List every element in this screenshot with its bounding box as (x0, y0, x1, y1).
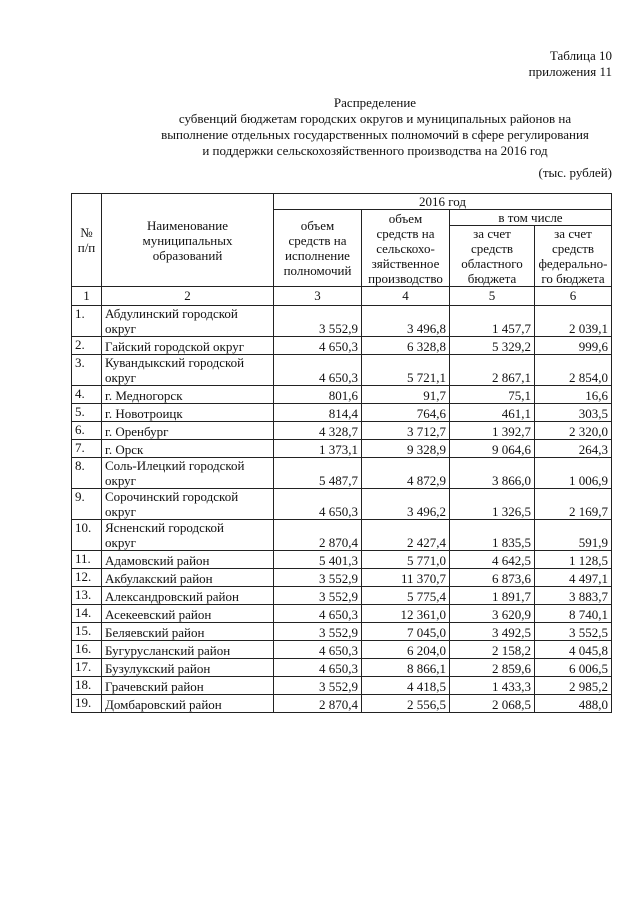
municipality-name-line: Гайский городской округ (105, 339, 245, 354)
table-row (72, 386, 612, 404)
municipality-name (102, 458, 274, 489)
column-number: 1 (72, 287, 102, 306)
header-line: средств на (288, 233, 347, 248)
exec-volume-value: 4 650,3 (274, 659, 362, 677)
regional-budget-value: 1 326,5 (450, 489, 535, 520)
header-line: п/п (77, 240, 96, 255)
regional-budget-value: 5 329,2 (450, 337, 535, 355)
municipality-name-line: г. Орск (105, 442, 144, 457)
header-line: средств на (376, 225, 435, 241)
exec-volume-value: 5 401,3 (274, 551, 362, 569)
column-header-federal (535, 226, 612, 287)
federal-budget-value: 264,3 (535, 440, 612, 458)
table-row (72, 306, 612, 337)
table-row (72, 440, 612, 458)
document-title: Распределение (333, 95, 417, 110)
header-line: исполнение (285, 248, 350, 263)
column-number: 3 (274, 287, 362, 306)
row-number: 15. (72, 623, 102, 641)
row-number: 17. (72, 659, 102, 677)
column-number: 2 (102, 287, 274, 306)
municipality-name (102, 641, 274, 659)
federal-budget-value: 1 128,5 (535, 551, 612, 569)
exec-volume-value: 4 328,7 (274, 422, 362, 440)
header-line: производство (368, 270, 443, 286)
exec-volume-value: 2 870,4 (274, 695, 362, 713)
exec-volume-value: 3 552,9 (274, 587, 362, 605)
municipality-name (102, 337, 274, 355)
municipality-name-line: Сорочинский городской (105, 489, 239, 504)
municipality-name-line: округ (105, 504, 136, 519)
agri-volume-value: 6 204,0 (362, 641, 450, 659)
municipality-name-line: Александровский район (105, 589, 239, 604)
row-number: 11. (72, 551, 102, 569)
table-number-label: Таблица 10 (549, 48, 612, 63)
row-number: 19. (72, 695, 102, 713)
exec-volume-value: 801,6 (274, 386, 362, 404)
exec-volume-value: 4 650,3 (274, 355, 362, 386)
exec-volume-value: 2 870,4 (274, 520, 362, 551)
municipality-name-line: Кувандыкский городской (105, 355, 245, 370)
municipality-name (102, 422, 274, 440)
regional-budget-value: 3 620,9 (450, 605, 535, 623)
exec-volume-value: 3 552,9 (274, 677, 362, 695)
column-header-agri-volume (362, 210, 450, 287)
exec-volume-value: 3 552,9 (274, 306, 362, 337)
table-row (72, 623, 612, 641)
municipality-name-line: г. Новотроицк (105, 406, 183, 421)
table-row (72, 489, 612, 520)
agri-volume-value: 6 328,8 (362, 337, 450, 355)
municipality-name-line: г. Медногорск (105, 388, 183, 403)
agri-volume-value: 2 556,5 (362, 695, 450, 713)
header-line: № (80, 225, 93, 240)
column-number-row (72, 287, 612, 306)
federal-budget-value: 3 552,5 (535, 623, 612, 641)
regional-budget-value: 3 866,0 (450, 458, 535, 489)
regional-budget-value: 1 891,7 (450, 587, 535, 605)
header-line: Наименование (147, 217, 228, 233)
municipality-name-line: округ (105, 321, 136, 336)
exec-volume-value: 4 650,3 (274, 641, 362, 659)
header-line: го бюджета (541, 271, 605, 286)
exec-volume-value: 3 552,9 (274, 623, 362, 641)
table-row (72, 641, 612, 659)
municipality-name (102, 623, 274, 641)
federal-budget-value: 2 320,0 (535, 422, 612, 440)
federal-budget-value: 3 883,7 (535, 587, 612, 605)
federal-budget-value: 2 169,7 (535, 489, 612, 520)
agri-volume-value: 12 361,0 (362, 605, 450, 623)
municipality-name-line: Домбаровский район (105, 697, 222, 712)
table-row (72, 458, 612, 489)
regional-budget-value: 2 068,5 (450, 695, 535, 713)
row-number: 14. (72, 605, 102, 623)
regional-budget-value: 6 873,6 (450, 569, 535, 587)
header-line: бюджета (467, 271, 517, 286)
municipality-name (102, 404, 274, 422)
header-line: областного (461, 256, 523, 271)
row-number: 18. (72, 677, 102, 695)
municipality-name-line: Адамовский район (105, 553, 210, 568)
municipality-name-line: Соль-Илецкий городской (105, 458, 245, 473)
column-number: 4 (362, 287, 450, 306)
document-subtitle-line: субвенций бюджетам городских округов и муниципальных районов на (178, 111, 572, 126)
agri-volume-value: 11 370,7 (362, 569, 450, 587)
agri-volume-value: 3 496,8 (362, 306, 450, 337)
regional-budget-value: 2 158,2 (450, 641, 535, 659)
regional-budget-value: 75,1 (450, 386, 535, 404)
row-number: 10. (72, 520, 102, 551)
municipality-name (102, 551, 274, 569)
exec-volume-value: 1 373,1 (274, 440, 362, 458)
table-row (72, 520, 612, 551)
regional-budget-value: 3 492,5 (450, 623, 535, 641)
agri-volume-value: 8 866,1 (362, 659, 450, 677)
regional-budget-value: 2 859,6 (450, 659, 535, 677)
header-line: зяйственное (371, 255, 440, 271)
agri-volume-value: 4 872,9 (362, 458, 450, 489)
municipality-name (102, 440, 274, 458)
municipality-name (102, 605, 274, 623)
municipality-name-line: Акбулакский район (105, 571, 213, 586)
municipality-name-line: Беляевский район (105, 625, 205, 640)
municipality-name-line: округ (105, 370, 136, 385)
column-header-name (102, 194, 274, 287)
table-row (72, 659, 612, 677)
municipality-name (102, 569, 274, 587)
regional-budget-value: 4 642,5 (450, 551, 535, 569)
municipality-name (102, 677, 274, 695)
column-header-year: 2016 год (274, 194, 612, 210)
row-number: 1. (72, 306, 102, 337)
agri-volume-value: 764,6 (362, 404, 450, 422)
agri-volume-value: 5 721,1 (362, 355, 450, 386)
column-header-regional (450, 226, 535, 287)
column-header-including: в том числе (450, 210, 612, 226)
agri-volume-value: 3 496,2 (362, 489, 450, 520)
header-line: за счет (473, 226, 511, 241)
table-body (72, 306, 612, 713)
federal-budget-value: 488,0 (535, 695, 612, 713)
table-row (72, 551, 612, 569)
row-number: 5. (72, 404, 102, 422)
table-row (72, 569, 612, 587)
municipality-name (102, 306, 274, 337)
municipality-name-line: округ (105, 535, 136, 550)
federal-budget-value: 4 045,8 (535, 641, 612, 659)
exec-volume-value: 4 650,3 (274, 605, 362, 623)
municipality-name-line: Асекеевский район (105, 607, 212, 622)
header-line: объем (388, 210, 423, 226)
header-line: полномочий (283, 263, 352, 278)
column-header-exec-volume (274, 210, 362, 287)
agri-volume-value: 91,7 (362, 386, 450, 404)
municipality-name-line: Грачевский район (105, 679, 204, 694)
subvention-table (71, 193, 612, 713)
header-line: объем (300, 218, 335, 233)
header-line: муниципальных (142, 232, 233, 248)
table-row (72, 677, 612, 695)
federal-budget-value: 591,9 (535, 520, 612, 551)
agri-volume-value: 5 775,4 (362, 587, 450, 605)
agri-volume-value: 5 771,0 (362, 551, 450, 569)
exec-volume-value: 814,4 (274, 404, 362, 422)
regional-budget-value: 1 392,7 (450, 422, 535, 440)
row-number: 9. (72, 489, 102, 520)
row-number: 2. (72, 337, 102, 355)
document-subtitle-line: и поддержки сельскохозяйственного производства на 2016 год (202, 143, 548, 158)
agri-volume-value: 7 045,0 (362, 623, 450, 641)
municipality-name (102, 386, 274, 404)
federal-budget-value: 999,6 (535, 337, 612, 355)
header-line: за счет (554, 226, 592, 241)
header-line: федерально- (538, 256, 608, 271)
federal-budget-value: 16,6 (535, 386, 612, 404)
header-line: сельскохо- (376, 240, 435, 256)
units-label: (тыс. рублей) (538, 165, 612, 180)
municipality-name-line: Абдулинский городской (105, 306, 238, 321)
appendix-label: приложения 11 (528, 64, 612, 79)
header-line: средств (551, 241, 595, 256)
document-subtitle-line: выполнение отдельных государственных полномочий в сфере регулирования (161, 127, 589, 142)
table-row (72, 587, 612, 605)
municipality-name-line: Бузулукский район (105, 661, 211, 676)
federal-budget-value: 303,5 (535, 404, 612, 422)
federal-budget-value: 2 854,0 (535, 355, 612, 386)
exec-volume-value: 4 650,3 (274, 489, 362, 520)
row-number: 4. (72, 386, 102, 404)
header-line: образований (152, 247, 223, 263)
regional-budget-value: 461,1 (450, 404, 535, 422)
federal-budget-value: 4 497,1 (535, 569, 612, 587)
regional-budget-value: 9 064,6 (450, 440, 535, 458)
row-number: 3. (72, 355, 102, 386)
column-number: 6 (535, 287, 612, 306)
regional-budget-value: 1 433,3 (450, 677, 535, 695)
regional-budget-value: 1 835,5 (450, 520, 535, 551)
municipality-name-line: округ (105, 473, 136, 488)
municipality-name (102, 695, 274, 713)
federal-budget-value: 8 740,1 (535, 605, 612, 623)
municipality-name (102, 489, 274, 520)
agri-volume-value: 3 712,7 (362, 422, 450, 440)
table-row (72, 355, 612, 386)
row-number: 8. (72, 458, 102, 489)
municipality-name-line: Ясненский городской (105, 520, 225, 535)
municipality-name-line: г. Оренбург (105, 424, 169, 439)
agri-volume-value: 2 427,4 (362, 520, 450, 551)
federal-budget-value: 6 006,5 (535, 659, 612, 677)
row-number: 13. (72, 587, 102, 605)
header-line: средств (470, 241, 514, 256)
exec-volume-value: 5 487,7 (274, 458, 362, 489)
exec-volume-value: 3 552,9 (274, 569, 362, 587)
row-number: 6. (72, 422, 102, 440)
agri-volume-value: 4 418,5 (362, 677, 450, 695)
municipality-name (102, 587, 274, 605)
municipality-name (102, 659, 274, 677)
federal-budget-value: 2 039,1 (535, 306, 612, 337)
table-row (72, 337, 612, 355)
column-number: 5 (450, 287, 535, 306)
municipality-name (102, 355, 274, 386)
row-number: 16. (72, 641, 102, 659)
exec-volume-value: 4 650,3 (274, 337, 362, 355)
agri-volume-value: 9 328,9 (362, 440, 450, 458)
table-row (72, 605, 612, 623)
column-header-number (72, 194, 102, 287)
table-row (72, 422, 612, 440)
table-row (72, 695, 612, 713)
regional-budget-value: 1 457,7 (450, 306, 535, 337)
row-number: 12. (72, 569, 102, 587)
municipality-name (102, 520, 274, 551)
municipality-name-line: Бугурусланский район (105, 643, 231, 658)
federal-budget-value: 2 985,2 (535, 677, 612, 695)
row-number: 7. (72, 440, 102, 458)
table-row (72, 404, 612, 422)
regional-budget-value: 2 867,1 (450, 355, 535, 386)
federal-budget-value: 1 006,9 (535, 458, 612, 489)
